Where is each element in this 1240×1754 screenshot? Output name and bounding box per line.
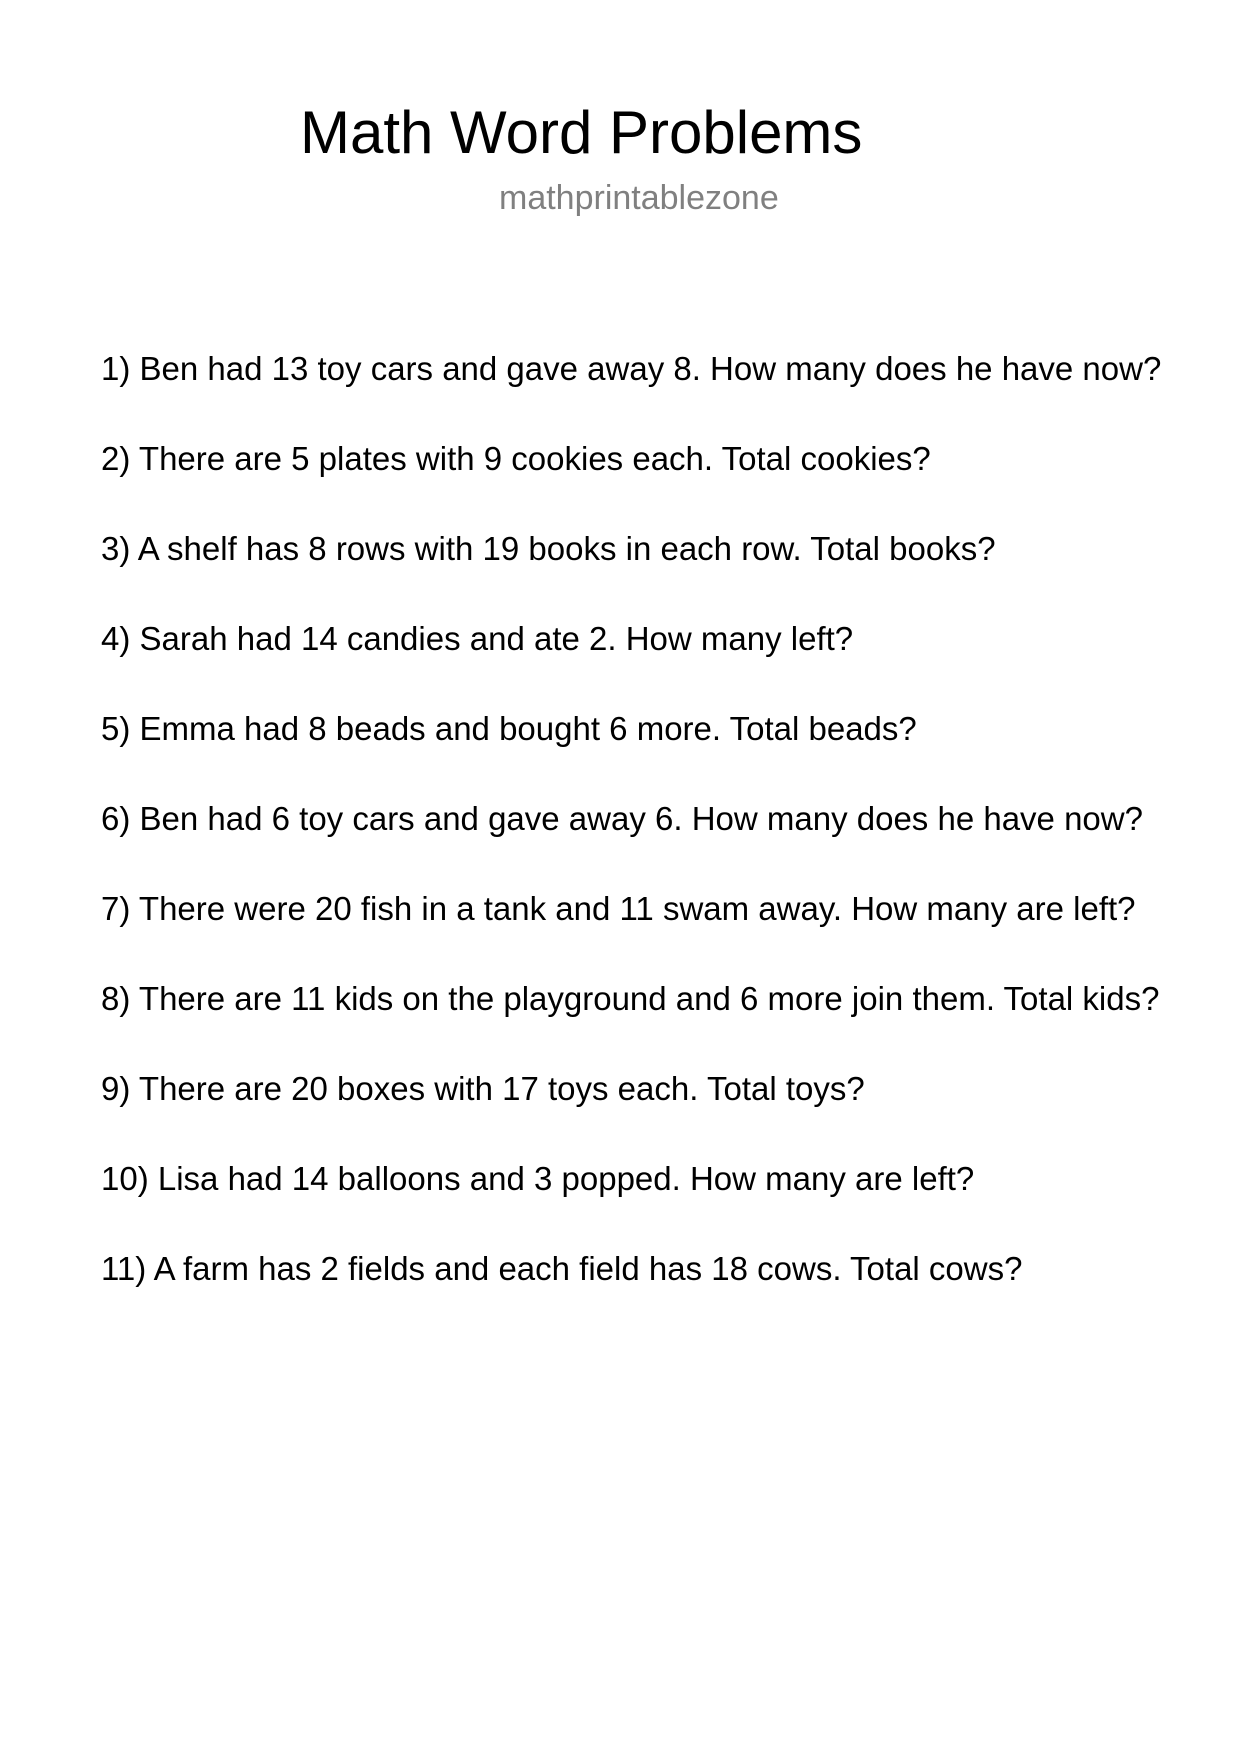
problem-item: 2) There are 5 plates with 9 cookies each. Total cookies? xyxy=(101,440,931,477)
problem-item: 8) There are 11 kids on the playground and 6 more join them. Total kids? xyxy=(101,980,1160,1017)
problem-item: 7) There were 20 fish in a tank and 11 swam away. How many are left? xyxy=(101,890,1136,927)
page-subtitle: mathprintablezone xyxy=(499,179,779,217)
problem-item: 10) Lisa had 14 balloons and 3 popped. How many are left? xyxy=(101,1160,975,1197)
page-title: Math Word Problems xyxy=(300,99,863,166)
problem-item: 1) Ben had 13 toy cars and gave away 8. How many does he have now? xyxy=(101,350,1162,387)
problem-item: 4) Sarah had 14 candies and ate 2. How many left? xyxy=(101,620,854,657)
problem-item: 9) There are 20 boxes with 17 toys each. Total toys? xyxy=(101,1070,865,1107)
problem-list xyxy=(101,349,1161,1339)
problem-item: 5) Emma had 8 beads and bought 6 more. Total beads? xyxy=(101,710,917,747)
problem-item: 11) A farm has 2 fields and each field has 18 cows. Total cows? xyxy=(101,1250,1023,1287)
problem-item: 3) A shelf has 8 rows with 19 books in each row. Total books? xyxy=(101,530,996,567)
problem-item: 6) Ben had 6 toy cars and gave away 6. How many does he have now? xyxy=(101,800,1143,837)
